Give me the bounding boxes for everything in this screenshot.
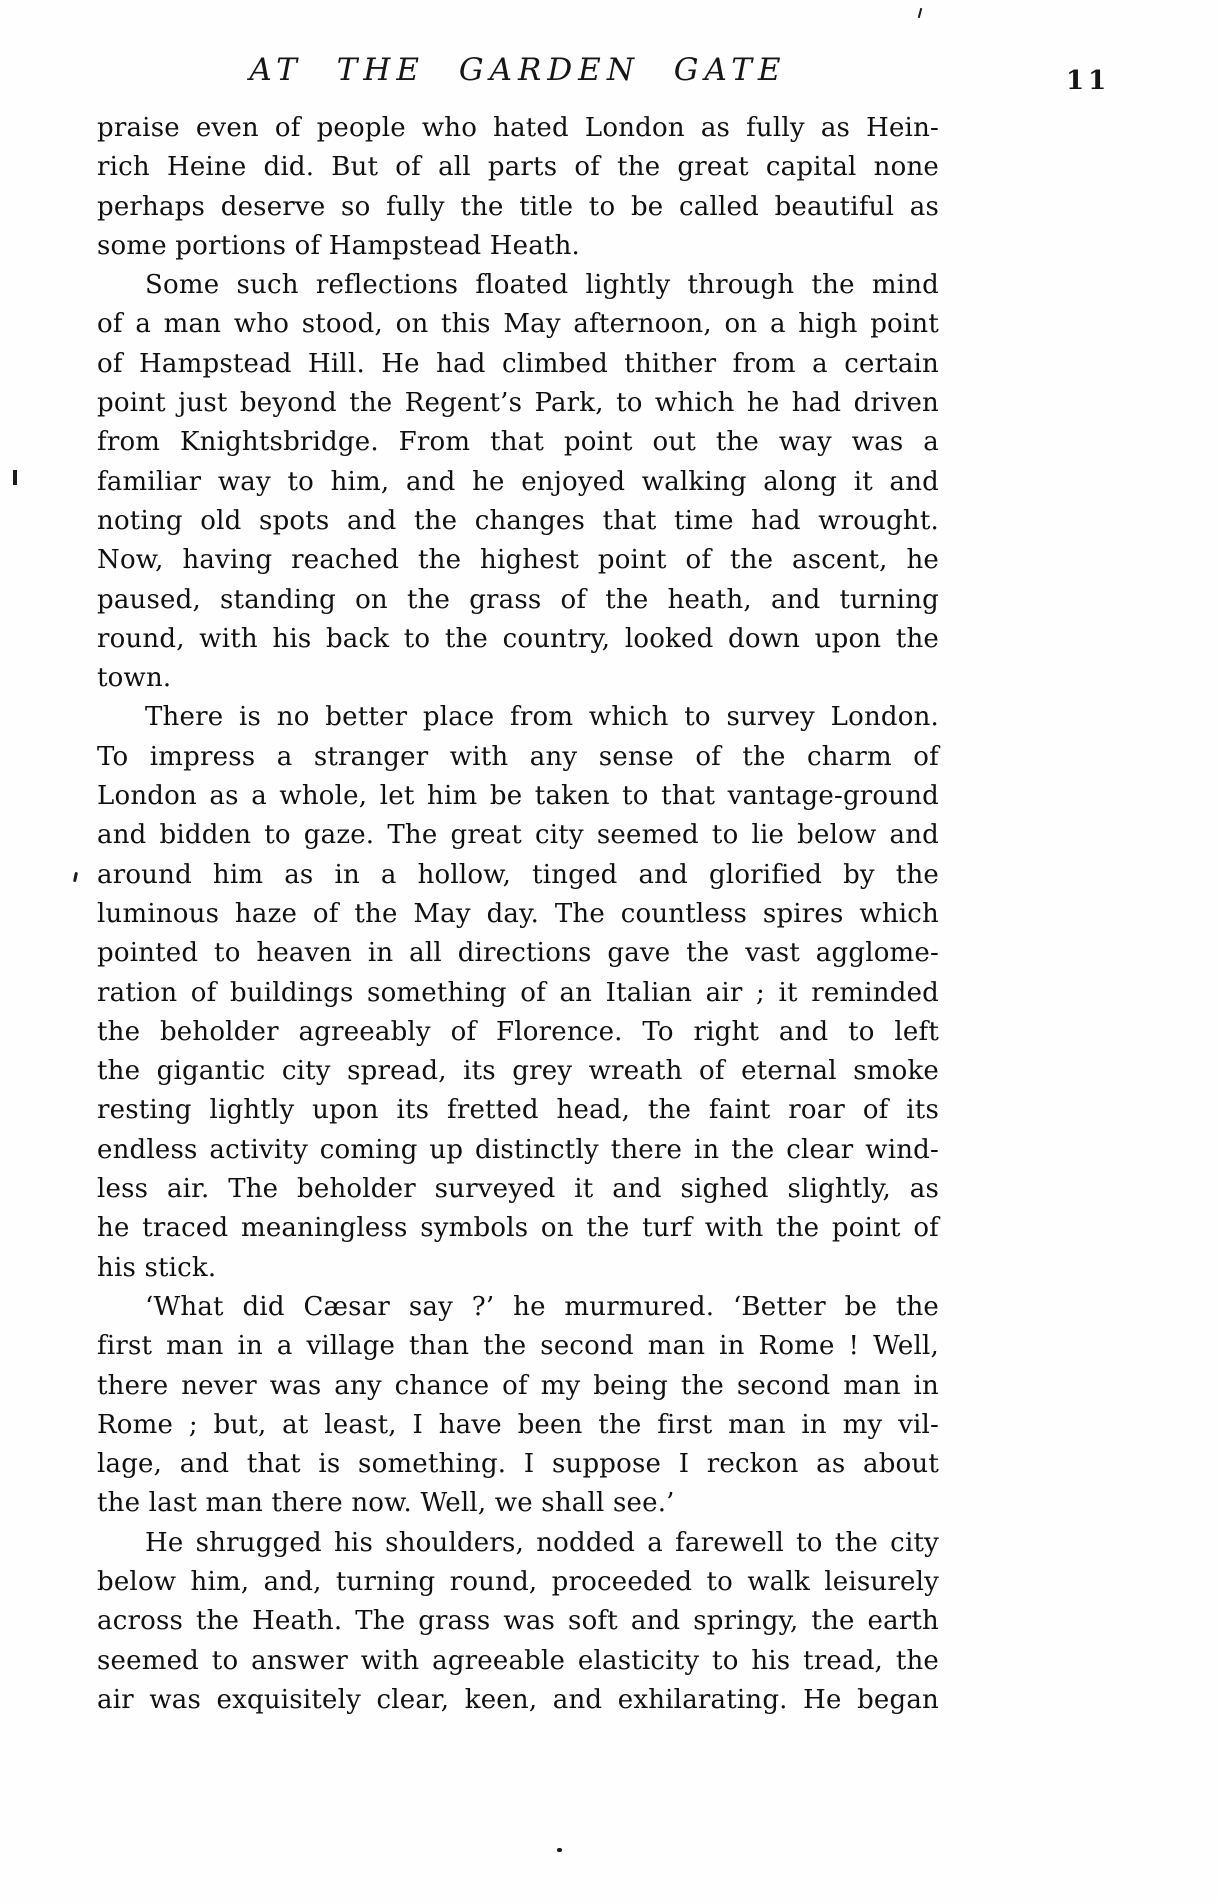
text-block — [97, 109, 939, 1720]
scan-artifact — [73, 872, 78, 882]
text-line: the beholder agreeably of Florence. To right and to left — [97, 1016, 939, 1047]
text-line: London as a whole, let him be taken to that vantage-ground — [97, 781, 939, 812]
text-line: Rome ; but, at least, I have been the first man in my vil- — [97, 1409, 939, 1440]
text-line: ‘What did Cæsar say ?’ he murmured. ‘Better be the — [145, 1291, 939, 1322]
text-line: noting old spots and the changes that time had wrought. — [97, 505, 939, 536]
text-line: air was exquisitely clear, keen, and exhilarating. He began — [97, 1684, 939, 1715]
text-line: some portions of Hampstead Heath. — [97, 230, 581, 261]
text-line: familiar way to him, and he enjoyed walking along it and — [97, 466, 939, 497]
text-line: perhaps deserve so fully the title to be called beautiful as — [97, 191, 939, 222]
text-line: pointed to heaven in all directions gave the vast agglome- — [97, 938, 939, 969]
text-line: less air. The beholder surveyed it and sighed slightly, as — [97, 1174, 939, 1205]
text-line: the gigantic city spread, its grey wreath of eternal smoke — [97, 1056, 939, 1087]
text-line: he traced meaningless symbols on the turf with the point of — [97, 1213, 939, 1244]
text-line: resting lightly upon its fretted head, the faint roar of its — [97, 1095, 939, 1126]
text-line: He shrugged his shoulders, nodded a farewell to the city — [145, 1527, 939, 1558]
page-number: 11 — [1066, 66, 1111, 96]
text-line: There is no better place from which to survey London. — [145, 702, 939, 733]
text-line: To impress a stranger with any sense of the charm of — [97, 741, 939, 772]
text-line: praise even of people who hated London as fully as Hein- — [97, 113, 939, 143]
text-line: Some such reflections floated lightly through the mind — [145, 270, 939, 301]
text-line: around him as in a hollow, tinged and glorified by the — [97, 859, 939, 890]
scan-artifact — [918, 8, 923, 18]
scan-artifact — [13, 470, 17, 485]
text-line: lage, and that is something. I suppose I reckon as about — [97, 1449, 939, 1480]
text-line: below him, and, turning round, proceeded to walk leisurely — [97, 1566, 939, 1597]
text-line: rich Heine did. But of all parts of the great capital none — [97, 152, 939, 183]
text-line: and bidden to gaze. The great city seemed to lie below and — [97, 820, 939, 851]
text-line: of Hampstead Hill. He had climbed thither from a certain — [97, 348, 939, 379]
text-line: the last man there now. Well, we shall see.’ — [97, 1488, 675, 1519]
text-line: across the Heath. The grass was soft and springy, the earth — [97, 1606, 939, 1637]
running-head-title: AT THE GARDEN GATE — [249, 52, 787, 88]
text-line: there never was any chance of my being the second man in — [97, 1370, 939, 1401]
text-line: Now, having reached the highest point of the ascent, he — [97, 545, 939, 576]
text-line: round, with his back to the country, looked down upon the — [97, 623, 939, 654]
text-line: town. — [97, 663, 172, 694]
text-line: paused, standing on the grass of the heath, and turning — [97, 584, 939, 615]
text-line: first man in a village than the second man in Rome ! Well, — [97, 1331, 939, 1362]
text-line: ration of buildings something of an Italian air ; it reminded — [97, 977, 939, 1008]
text-line: endless activity coming up distinctly there in the clear wind- — [97, 1134, 939, 1165]
text-line: seemed to answer with agreeable elasticity to his tread, the — [97, 1645, 939, 1676]
text-line: point just beyond the Regent’s Park, to which he had driven — [97, 388, 939, 419]
text-line: his stick. — [97, 1252, 217, 1283]
text-line: luminous haze of the May day. The countless spires which — [97, 898, 939, 929]
text-line: from Knightsbridge. From that point out the way was a — [97, 427, 939, 458]
scan-artifact — [557, 1848, 562, 1852]
text-line: of a man who stood, on this May afternoon, on a high point — [97, 309, 939, 340]
